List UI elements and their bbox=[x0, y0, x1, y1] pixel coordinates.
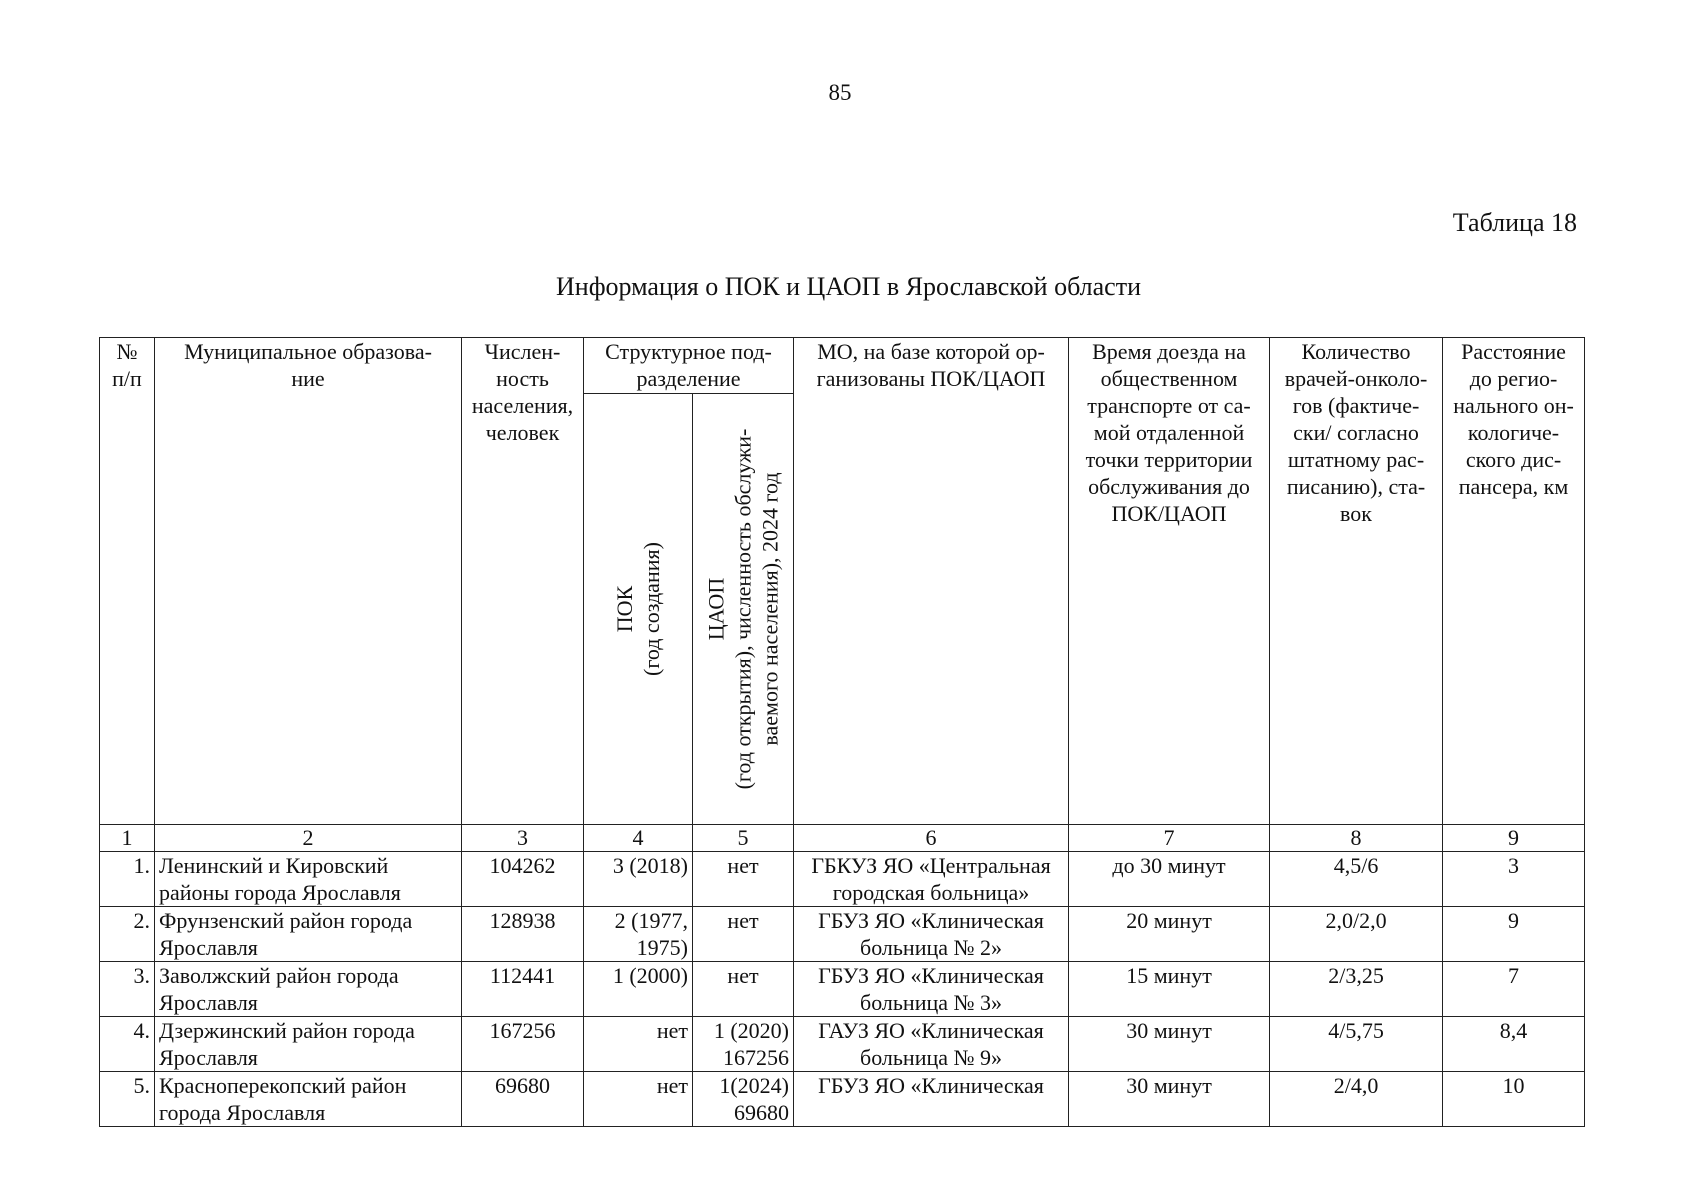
column-number: 2 bbox=[155, 825, 462, 852]
cell-municipality bbox=[155, 1072, 462, 1127]
header-population-line: ность bbox=[496, 366, 549, 391]
cell-municipality bbox=[155, 1017, 462, 1072]
cell-line: Ярославля bbox=[159, 1045, 258, 1070]
cell-travel-time: 20 минут bbox=[1069, 907, 1270, 962]
column-number: 6 bbox=[794, 825, 1069, 852]
header-doctors-line: штатному рас- bbox=[1287, 447, 1425, 472]
cell-pok bbox=[584, 852, 693, 907]
header-doctors-line: вок bbox=[1340, 501, 1372, 526]
header-mo-line: Муниципальное образова- bbox=[184, 339, 432, 364]
header-base-line: МО, на базе которой ор- bbox=[817, 339, 1045, 364]
header-pok bbox=[584, 394, 693, 825]
header-distance-line: ского дис- bbox=[1465, 447, 1562, 472]
header-distance-line: до регио- bbox=[1469, 366, 1558, 391]
cell-line: ГБУЗ ЯО «Клиническая bbox=[818, 963, 1044, 988]
table-row bbox=[100, 1017, 1585, 1072]
cell-distance: 10 bbox=[1443, 1072, 1585, 1127]
cell-pok bbox=[584, 962, 693, 1017]
header-municipality bbox=[155, 338, 462, 825]
header-num-line: п/п bbox=[112, 366, 142, 391]
column-number: 5 bbox=[693, 825, 794, 852]
cell-line: нет bbox=[727, 908, 759, 933]
table-label: Таблица 18 bbox=[1452, 208, 1577, 237]
cell-num: 1. bbox=[100, 852, 155, 907]
cell-distance: 7 bbox=[1443, 962, 1585, 1017]
cell-line: Ярославля bbox=[159, 935, 258, 960]
header-doctors-line: ски/ согласно bbox=[1293, 420, 1419, 445]
cell-base-organization bbox=[794, 962, 1069, 1017]
cell-municipality bbox=[155, 852, 462, 907]
cell-caop bbox=[693, 1072, 794, 1127]
header-distance bbox=[1443, 338, 1585, 825]
cell-line: нет bbox=[656, 1073, 688, 1098]
cell-travel-time: 15 минут bbox=[1069, 962, 1270, 1017]
cell-line: Фрунзенский район города bbox=[159, 908, 413, 933]
cell-pok bbox=[584, 907, 693, 962]
header-base-line: ганизованы ПОК/ЦАОП bbox=[816, 366, 1046, 391]
cell-line: районы города Ярославля bbox=[159, 880, 401, 905]
cell-num: 3. bbox=[100, 962, 155, 1017]
cell-line: 3 (2018) bbox=[612, 853, 688, 878]
table-row bbox=[100, 1072, 1585, 1127]
cell-line: 1(2024) bbox=[719, 1073, 790, 1098]
header-doctors-line: врачей-онколо- bbox=[1284, 366, 1428, 391]
cell-num: 4. bbox=[100, 1017, 155, 1072]
header-struct-line: Структурное под- bbox=[605, 339, 772, 364]
cell-population: 167256 bbox=[462, 1017, 584, 1072]
header-distance-line: нального он- bbox=[1453, 393, 1574, 418]
cell-pok bbox=[584, 1072, 693, 1127]
cell-line: нет bbox=[656, 1018, 688, 1043]
cell-distance: 8,4 bbox=[1443, 1017, 1585, 1072]
column-number: 3 bbox=[462, 825, 584, 852]
cell-line: 167256 bbox=[723, 1045, 790, 1070]
cell-travel-time: до 30 минут bbox=[1069, 852, 1270, 907]
header-population-line: человек bbox=[485, 420, 560, 445]
header-doctors-line: Количество bbox=[1301, 339, 1411, 364]
table-row bbox=[100, 962, 1585, 1017]
header-base-organization bbox=[794, 338, 1069, 825]
header-structural-unit bbox=[584, 338, 794, 394]
cell-line: Заволжский район города bbox=[159, 963, 399, 988]
column-number: 4 bbox=[584, 825, 693, 852]
header-struct-line: разделение bbox=[636, 366, 741, 391]
cell-pok bbox=[584, 1017, 693, 1072]
header-population-line: Числен- bbox=[484, 339, 561, 364]
cell-base-organization bbox=[794, 1017, 1069, 1072]
cell-num: 2. bbox=[100, 907, 155, 962]
column-number: 7 bbox=[1069, 825, 1270, 852]
header-num-line: № bbox=[116, 339, 138, 364]
cell-doctors: 4,5/6 bbox=[1270, 852, 1443, 907]
cell-base-organization bbox=[794, 1072, 1069, 1127]
cell-travel-time: 30 минут bbox=[1069, 1072, 1270, 1127]
cell-municipality bbox=[155, 962, 462, 1017]
cell-line: 69680 bbox=[734, 1100, 790, 1125]
cell-line: городская больница» bbox=[832, 880, 1030, 905]
header-travel-time bbox=[1069, 338, 1270, 825]
cell-line: больница № 2» bbox=[860, 935, 1003, 960]
cell-line: ГАУЗ ЯО «Клиническая bbox=[818, 1018, 1044, 1043]
header-travel-line: Время доезда на bbox=[1092, 339, 1246, 364]
header-travel-line: ПОК/ЦАОП bbox=[1111, 501, 1227, 526]
header-pok-line: (год создания) bbox=[639, 542, 664, 676]
cell-municipality bbox=[155, 907, 462, 962]
cell-travel-time: 30 минут bbox=[1069, 1017, 1270, 1072]
header-doctors-line: писанию), ста- bbox=[1286, 474, 1426, 499]
data-table bbox=[99, 337, 1585, 1127]
header-travel-line: точки территории bbox=[1085, 447, 1253, 472]
cell-line: Дзержинский район города bbox=[159, 1018, 415, 1043]
cell-doctors: 2/3,25 bbox=[1270, 962, 1443, 1017]
cell-doctors: 2/4,0 bbox=[1270, 1072, 1443, 1127]
header-population bbox=[462, 338, 584, 825]
header-distance-line: кологиче- bbox=[1467, 420, 1560, 445]
cell-population: 112441 bbox=[462, 962, 584, 1017]
header-pok-text bbox=[611, 542, 665, 676]
cell-line: 1975) bbox=[636, 935, 688, 960]
header-caop-line: ваемого населения), 2024 год bbox=[757, 472, 783, 746]
header-doctors-line: гов (фактиче- bbox=[1292, 393, 1420, 418]
cell-line: нет bbox=[727, 853, 759, 878]
header-travel-line: транспорте от са- bbox=[1087, 393, 1251, 418]
table-row bbox=[100, 907, 1585, 962]
cell-population: 128938 bbox=[462, 907, 584, 962]
cell-line: Красноперекопский район bbox=[159, 1073, 407, 1098]
cell-caop bbox=[693, 852, 794, 907]
cell-caop bbox=[693, 962, 794, 1017]
cell-line: больница № 3» bbox=[860, 990, 1003, 1015]
cell-line: 2 (1977, bbox=[614, 908, 688, 933]
cell-line: Ленинский и Кировский bbox=[159, 853, 389, 878]
cell-doctors: 4/5,75 bbox=[1270, 1017, 1443, 1072]
header-caop-line: ЦАОП bbox=[703, 577, 729, 641]
cell-distance: 9 bbox=[1443, 907, 1585, 962]
cell-doctors: 2,0/2,0 bbox=[1270, 907, 1443, 962]
cell-caop bbox=[693, 907, 794, 962]
header-distance-line: пансера, км bbox=[1458, 474, 1569, 499]
header-caop-line: (год открытия), численность обслужи- bbox=[730, 428, 756, 790]
header-travel-line: общественном bbox=[1100, 366, 1238, 391]
header-num bbox=[100, 338, 155, 825]
cell-line: ГБКУЗ ЯО «Центральная bbox=[811, 853, 1051, 878]
page-number: 85 bbox=[828, 80, 852, 105]
header-travel-line: обслуживания до bbox=[1088, 474, 1250, 499]
cell-line: ГБУЗ ЯО «Клиническая bbox=[818, 908, 1044, 933]
header-caop bbox=[693, 394, 794, 825]
cell-line: ГБУЗ ЯО «Клиническая bbox=[818, 1073, 1044, 1098]
header-pok-line: ПОК bbox=[612, 585, 637, 633]
cell-line: Ярославля bbox=[159, 990, 258, 1015]
header-travel-line: мой отдаленной bbox=[1093, 420, 1245, 445]
cell-base-organization bbox=[794, 852, 1069, 907]
header-distance-line: Расстояние bbox=[1461, 339, 1566, 364]
cell-line: 1 (2000) bbox=[612, 963, 688, 988]
cell-distance: 3 bbox=[1443, 852, 1585, 907]
cell-line: больница № 9» bbox=[860, 1045, 1003, 1070]
column-number: 1 bbox=[100, 825, 155, 852]
cell-line: 1 (2020) bbox=[713, 1018, 790, 1043]
header-mo-line: ние bbox=[291, 366, 325, 391]
cell-num: 5. bbox=[100, 1072, 155, 1127]
cell-population: 104262 bbox=[462, 852, 584, 907]
table-title: Информация о ПОК и ЦАОП в Ярославской области bbox=[556, 272, 1141, 301]
column-number-row bbox=[100, 825, 1585, 852]
cell-line: нет bbox=[727, 963, 759, 988]
cell-base-organization bbox=[794, 907, 1069, 962]
table-row bbox=[100, 852, 1585, 907]
header-population-line: населения, bbox=[471, 393, 574, 418]
cell-line: города Ярославля bbox=[159, 1100, 326, 1125]
cell-population: 69680 bbox=[462, 1072, 584, 1127]
column-number: 8 bbox=[1270, 825, 1443, 852]
cell-caop bbox=[693, 1017, 794, 1072]
header-caop-text bbox=[703, 429, 784, 790]
header-doctor-count bbox=[1270, 338, 1443, 825]
column-number: 9 bbox=[1443, 825, 1585, 852]
